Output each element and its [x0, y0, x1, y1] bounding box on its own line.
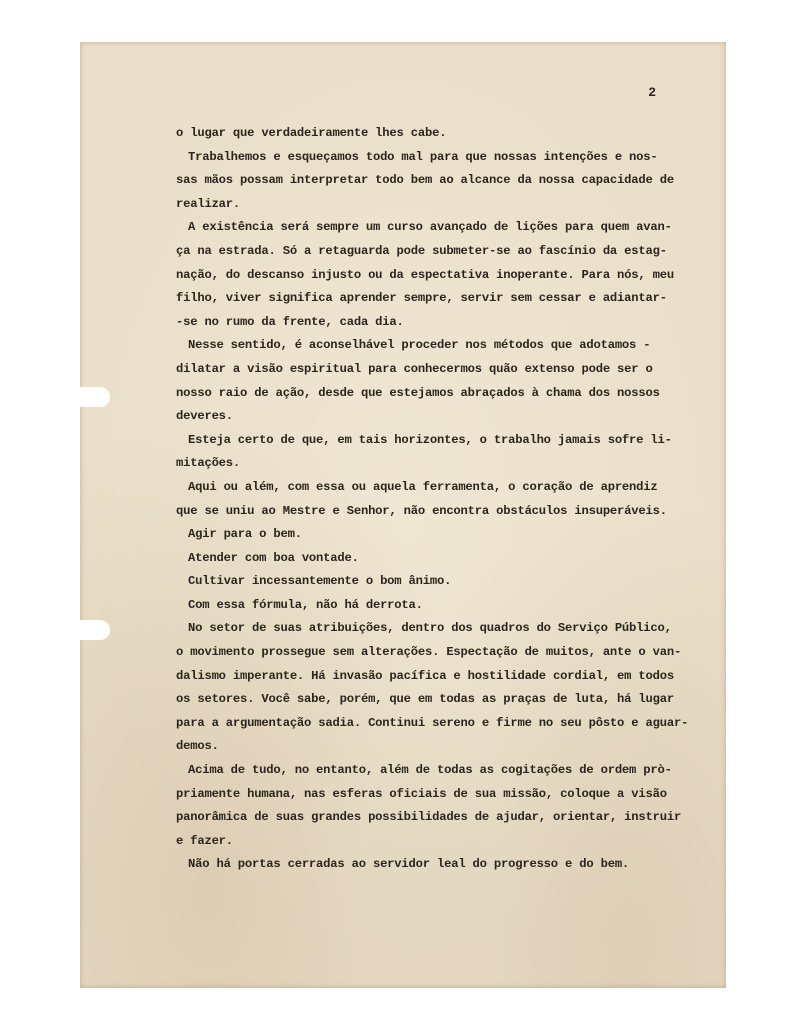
text-line: Agir para o bem.	[188, 527, 302, 542]
text-line: dilatar a visão espiritual para conhecermos quão extenso pode ser o	[176, 361, 653, 376]
text-line: Nesse sentido, é aconselhável proceder nos métodos que adotamos -	[188, 338, 651, 353]
typewritten-page	[80, 42, 726, 988]
text-line: nação, do descanso injusto ou da espectativa inoperante. Para nós, meu	[176, 267, 674, 282]
page-number: 2	[648, 85, 656, 100]
text-line: ça na estrada. Só a retaguarda pode submeter-se ao fascínio da estag-	[176, 243, 667, 258]
text-line: Aqui ou além, com essa ou aquela ferramenta, o coração de aprendiz	[188, 479, 658, 494]
text-line: demos.	[176, 739, 219, 754]
punch-hole	[80, 620, 110, 640]
text-line: No setor de suas atribuições, dentro dos quadros do Serviço Público,	[188, 621, 672, 636]
text-line: e fazer.	[176, 833, 233, 848]
text-line: dalismo imperante. Há invasão pacífica e hostilidade cordial, em todos	[176, 668, 674, 683]
text-line: realizar.	[176, 196, 241, 211]
text-line: deveres.	[176, 409, 233, 424]
text-line: Acima de tudo, no entanto, além de todas as cogitações de ordem prò-	[188, 763, 672, 778]
text-line: o lugar que verdadeiramente lhes cabe.	[176, 126, 447, 140]
text-line: -se no rumo da frente, cada dia.	[176, 314, 404, 329]
text-line: Não há portas cerradas ao servidor leal do progresso e do bem.	[188, 857, 630, 872]
text-line: Atender com boa vontade.	[188, 550, 359, 565]
text-line: sas mãos possam interpretar todo bem ao alcance da nossa capacidade de	[176, 173, 674, 188]
punch-hole	[80, 387, 110, 407]
text-line: filho, viver significa aprender sempre, servir sem cessar e adiantar-	[176, 291, 667, 306]
text-line: que se uniu ao Mestre e Senhor, não encontra obstáculos insuperáveis.	[176, 503, 667, 518]
text-line: priamente humana, nas esferas oficiais de sua missão, coloque a visão	[176, 786, 667, 801]
text-line: mitações.	[176, 456, 241, 471]
text-line: Cultivar incessantemente o bom ânimo.	[188, 574, 452, 589]
text-line: o movimento prossegue sem alterações. Espectação de muitos, ante o van-	[176, 645, 682, 660]
text-line: para a argumentação sadia. Continui sereno e firme no seu pôsto e aguar-	[176, 715, 689, 730]
text-line: Esteja certo de que, em tais horizontes, o trabalho jamais sofre li-	[188, 432, 672, 447]
text-line: nosso raio de ação, desde que estejamos abraçados à chama dos nossos	[176, 385, 660, 400]
text-line: A existência será sempre um curso avançado de lições para quem avan-	[188, 220, 672, 235]
text-line: Trabalhemos e esqueçamos todo mal para que nossas intenções e nos-	[188, 149, 658, 164]
text-line: os setores. Você sabe, porém, que em todas as praças de luta, há lugar	[176, 692, 674, 707]
text-line: panorâmica de suas grandes possibilidades de ajudar, orientar, instruir	[176, 810, 682, 825]
body-text	[176, 122, 696, 877]
text-line: Com essa fórmula, não há derrota.	[188, 597, 423, 612]
